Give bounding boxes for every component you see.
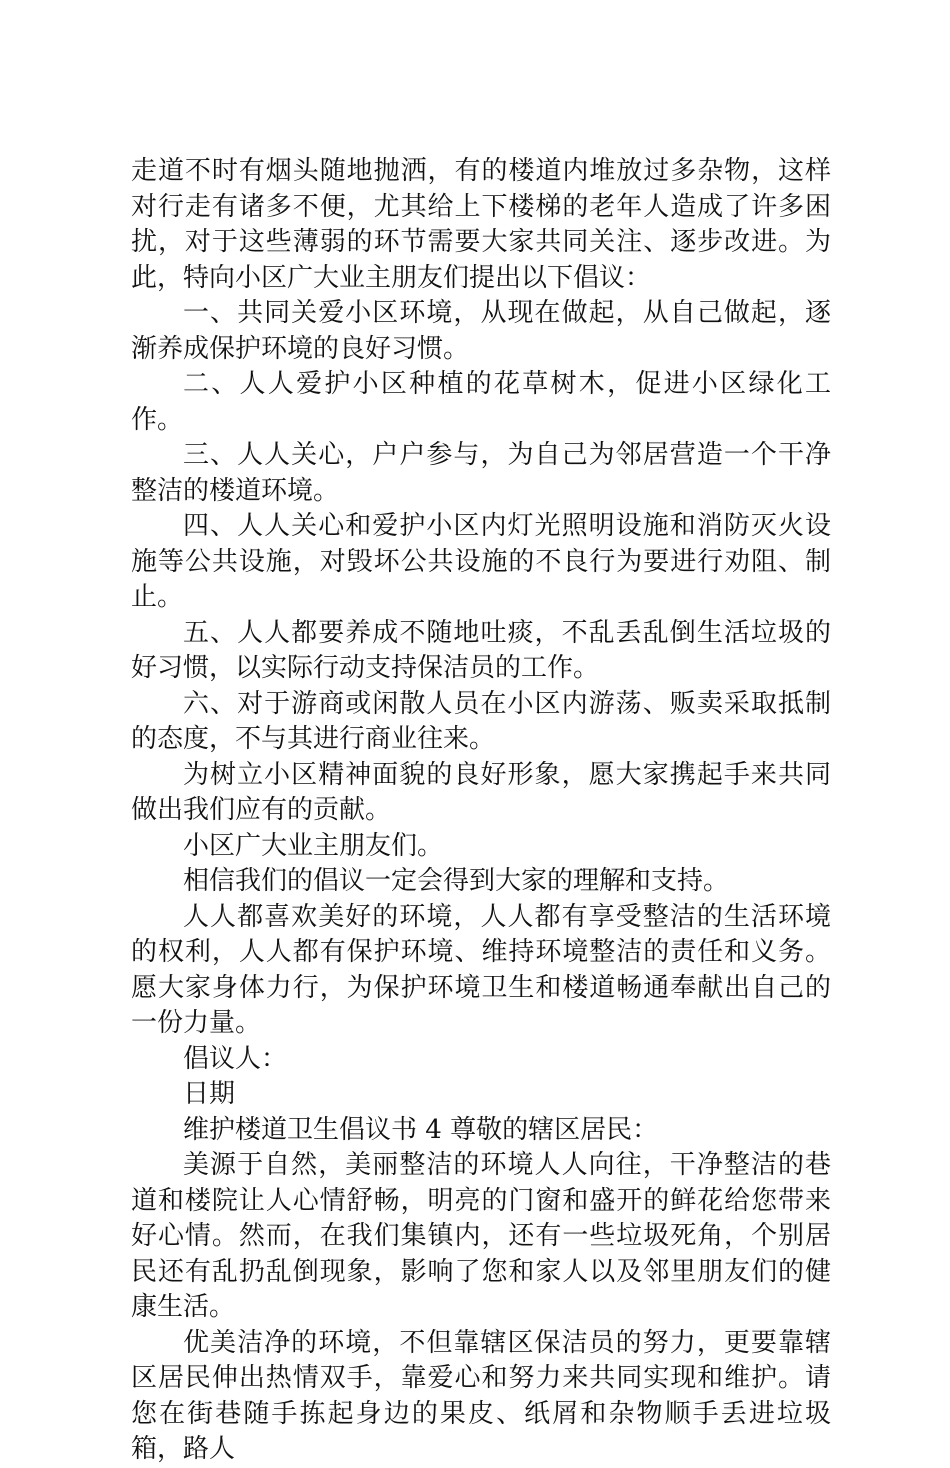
signatory-label: 倡议人： bbox=[183, 1043, 288, 1074]
proposal-item-2: 二、人人爱护小区种植的花草树木，促进小区绿化工作。 bbox=[131, 369, 831, 435]
salutation-line: 小区广大业主朋友们。 bbox=[183, 830, 444, 861]
proposal-item-4: 四、人人关心和爱护小区内灯光照明设施和消防灭火设施等公共设施，对毁坏公共设施的不良行为要进行劝阻、制止。 bbox=[131, 511, 831, 612]
rights-paragraph: 人人都喜欢美好的环境，人人都有享受整洁的生活环境的权利，人人都有保护环境、维持环境整洁的责任和义务。愿大家身体力行，为保护环境卫生和楼道畅通奉献出自己的一份力量。 bbox=[131, 901, 831, 1038]
closing-paragraph: 为树立小区精神面貌的良好形象，愿大家携起手来共同做出我们应有的贡献。 bbox=[131, 759, 831, 825]
section-heading: 维护楼道卫生倡议书 4 尊敬的辖区居民： bbox=[183, 1114, 659, 1145]
paragraph-continuation: 走道不时有烟头随地抛洒，有的楼道内堆放过多杂物，这样对行走有诸多不便，尤其给上下楼梯的老年人造成了许多困扰，对于这些薄弱的环节需要大家共同关注、逐步改进。为此，特向小区广大业主朋友们提出以下倡议： bbox=[131, 156, 831, 293]
date-label: 日期 bbox=[183, 1079, 236, 1109]
body-paragraph: 优美洁净的环境，不但靠辖区保洁员的努力，更要靠辖区居民伸出热情双手，靠爱心和努力来共同实现和维护。请您在街巷随手拣起身边的果皮、纸屑和杂物顺手丢进垃圾箱，路人 bbox=[131, 1327, 831, 1464]
document-body bbox=[131, 154, 831, 1468]
proposal-item-5: 五、人人都要养成不随地吐痰，不乱丢乱倒生活垃圾的好习惯，以实际行动支持保洁员的工作。 bbox=[131, 617, 831, 683]
proposal-item-6: 六、对于游商或闲散人员在小区内游荡、贩卖采取抵制的态度，不与其进行商业往来。 bbox=[131, 688, 831, 754]
proposal-item-1: 一、共同关爱小区环境，从现在做起，从自己做起，逐渐养成保护环境的良好习惯。 bbox=[131, 298, 831, 364]
body-paragraph: 美源于自然，美丽整洁的环境人人向往，干净整洁的巷道和楼院让人心情舒畅，明亮的门窗和盛开的鲜花给您带来好心情。然而，在我们集镇内，还有一些垃圾死角，个别居民还有乱扔乱倒现象，影响了您和家人以及邻里朋友们的健康生活。 bbox=[131, 1150, 831, 1322]
support-paragraph: 相信我们的倡议一定会得到大家的理解和支持。 bbox=[183, 866, 730, 896]
proposal-item-3: 三、人人关心，户户参与，为自己为邻居营造一个干净整洁的楼道环境。 bbox=[131, 440, 831, 506]
